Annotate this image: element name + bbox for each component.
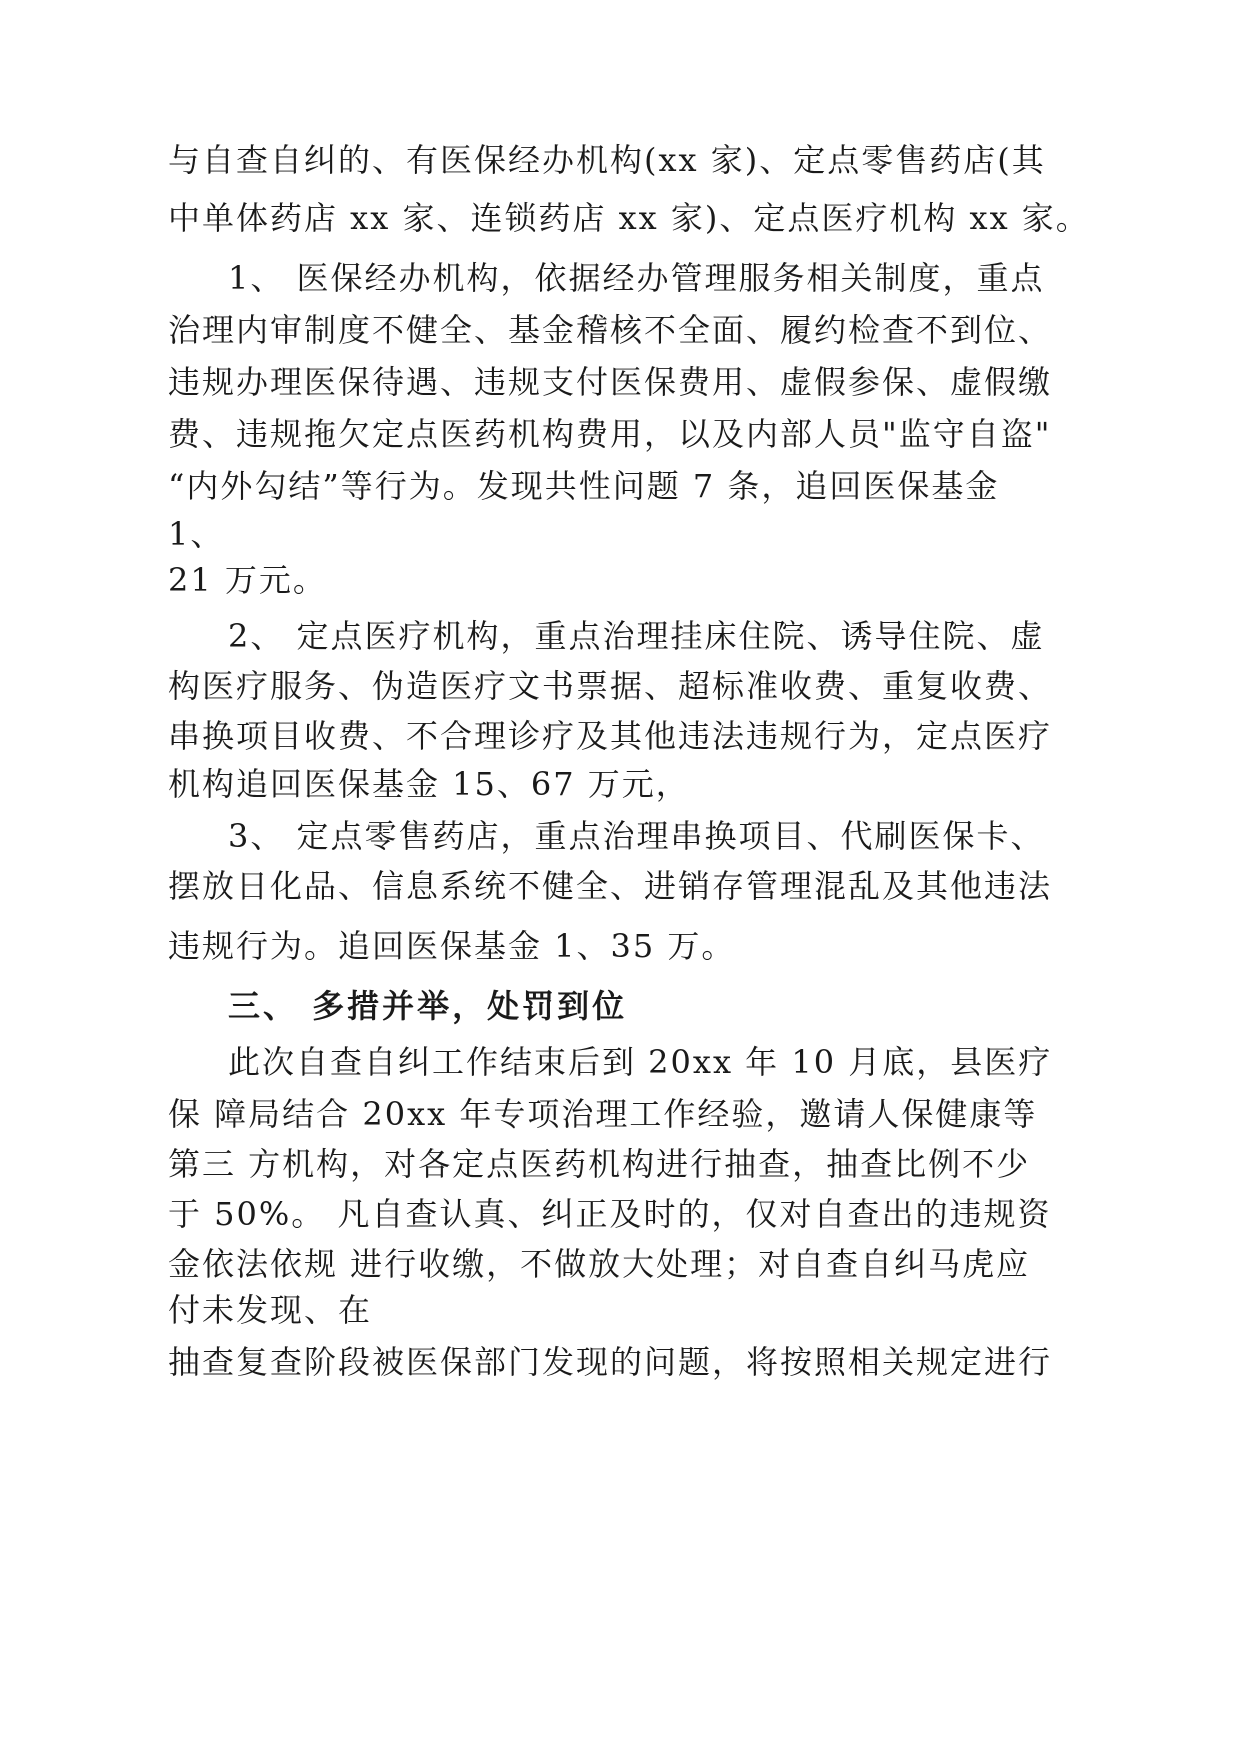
text-line-6: 费、违规拖欠定点医药机构费用，以及内部人员"监守自盗" xyxy=(168,415,1052,453)
text-line-15: 摆放日化品、信息系统不健全、进销存管理混乱及其他违法 xyxy=(168,867,1053,905)
text-line-10: 2、 定点医疗机构，重点治理挂床住院、诱导住院、虚 xyxy=(228,617,1045,655)
text-line-12: 串换项目收费、不合理诊疗及其他违法违规行为，定点医疗 xyxy=(168,717,1053,755)
text-line-1: 与自查自纠的、有医保经办机构(xx 家)、定点零售药店(其 xyxy=(168,141,1046,179)
section-heading: 三、 多措并举，处罚到位 xyxy=(228,987,628,1025)
text-line-4: 治理内审制度不健全、基金稽核不全面、履约检查不到位、 xyxy=(168,311,1053,349)
text-line-23: 付未发现、在 xyxy=(168,1291,373,1329)
text-line-19: 保 障局结合 20xx 年专项治理工作经验，邀请人保健康等 xyxy=(168,1095,1038,1133)
text-line-16: 违规行为。追回医保基金 1、35 万。 xyxy=(168,927,736,965)
text-line-24: 抽查复查阶段被医保部门发现的问题，将按照相关规定进行 xyxy=(168,1343,1053,1381)
text-line-3: 1、 医保经办机构，依据经办管理服务相关制度，重点 xyxy=(228,259,1045,297)
text-line-8: 1、 xyxy=(168,515,225,553)
text-line-13: 机构追回医保基金 15、67 万元， xyxy=(168,765,690,803)
text-line-11: 构医疗服务、伪造医疗文书票据、超标准收费、重复收费、 xyxy=(168,667,1053,705)
text-line-22: 金依法依规 进行收缴，不做放大处理；对自查自纠马虎应 xyxy=(168,1245,1031,1283)
text-line-20: 第三 方机构，对各定点医药机构进行抽查，抽查比例不少 xyxy=(168,1145,1031,1183)
text-line-21: 于 50%。 凡自查认真、纠正及时的，仅对自查出的违规资 xyxy=(168,1195,1052,1233)
text-line-2: 中单体药店 xx 家、连锁药店 xx 家)、定点医疗机构 xx 家。 xyxy=(168,199,1090,237)
text-line-5: 违规办理医保待遇、违规支付医保费用、虚假参保、虚假缴 xyxy=(168,363,1053,401)
text-line-18: 此次自查自纠工作结束后到 20xx 年 10 月底，县医疗 xyxy=(228,1043,1053,1081)
text-line-14: 3、 定点零售药店，重点治理串换项目、代刷医保卡、 xyxy=(228,817,1045,855)
text-line-7: “内外勾结”等行为。发现共性问题 7 条，追回医保基金 xyxy=(168,467,1000,505)
text-line-9: 21 万元。 xyxy=(168,561,327,599)
